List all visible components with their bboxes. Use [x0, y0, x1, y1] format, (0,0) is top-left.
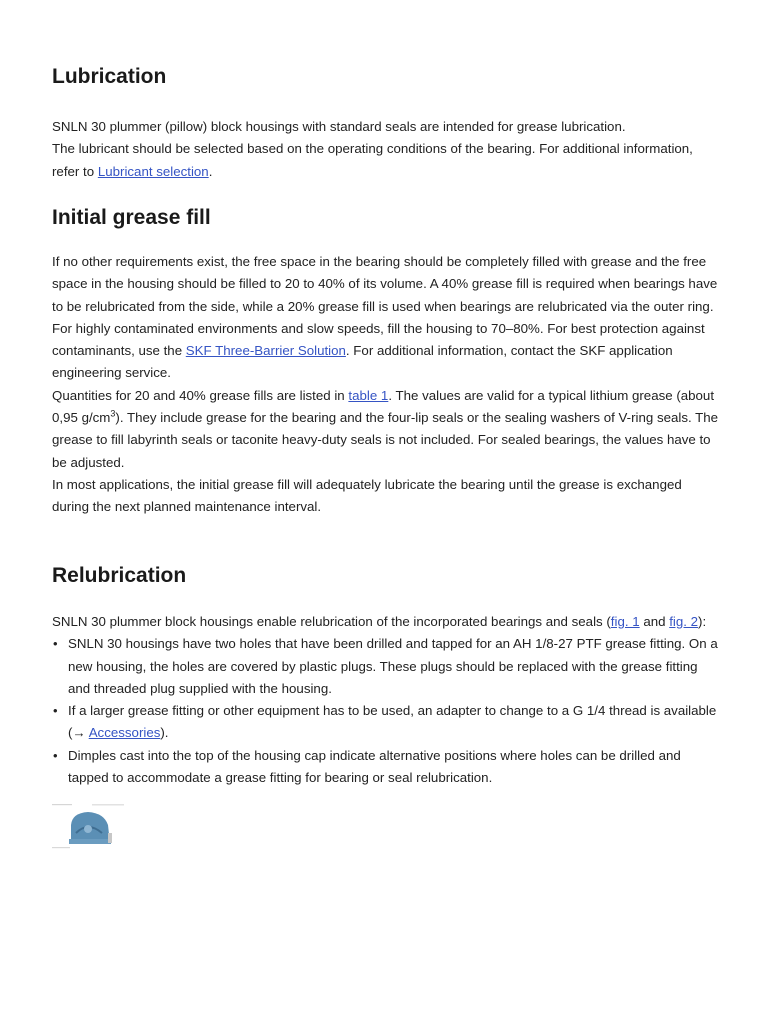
- initial-fill-p2: [52, 318, 722, 385]
- bullet2-end: ).: [160, 725, 169, 741]
- relubrication-intro-and: and: [639, 614, 670, 629]
- figure-thumbnail[interactable]: [52, 803, 124, 849]
- list-item: • Dimples cast into the top of the housing cap indicate alternative positions where holes can be drilled and tapped to accommodate a grease fitting for bearing or seal relubrication.: [52, 745, 722, 790]
- heading-lubrication: Lubrication: [52, 65, 167, 88]
- list-item: [52, 700, 722, 745]
- lubrication-line1: SNLN 30 plummer (pillow) block housings with standard seals are intended for grease lubrication.: [52, 119, 626, 134]
- initial-fill-p1: If no other requirements exist, the free space in the bearing should be completely filled with grease and the free space in the housing should be filled to 20 to 40% of its volume. A 40% grease fill is required when bearings have to be relubricated from the side, while a 20% grease fill is used when bearings are relubricated via the outer ring.: [52, 254, 718, 314]
- relubrication-list: [52, 633, 722, 789]
- heading-initial-grease-fill: Initial grease fill: [52, 206, 211, 229]
- list-item: • SNLN 30 housings have two holes that have been drilled and tapped for an AH 1/8-27 PTF grease fitting. On a new housing, the holes are covered by plastic plugs. These plugs should be replaced with the grease fitting and threaded plug supplied with the housing.: [52, 633, 722, 700]
- table-1-link[interactable]: table 1: [348, 387, 389, 403]
- lubrication-line2-end: .: [208, 163, 213, 179]
- bullet2-text: If a larger grease fitting or other equipment has to be used, an adapter to change to a G 1/4 thread is available (→: [68, 703, 717, 741]
- initial-fill-p3-end: ). They include grease for the bearing and the four-lip seals or the sealing washers of V-ring seals. The grease to fill labyrinth seals or taconite heavy-duty seals is not included. For sealed bearings, the values have to be adjusted.: [52, 410, 719, 470]
- cubic-superscript: 3: [110, 408, 116, 419]
- lubrication-text: [52, 116, 722, 183]
- relubrication-intro: [52, 611, 722, 633]
- initial-fill-p2-text: For highly contaminated environments and slow speeds, fill the housing to 70–80%. For best protection against contaminants, use the: [52, 320, 705, 359]
- fig-2-link[interactable]: fig. 2: [669, 614, 699, 629]
- initial-fill-p3-mid: . The values are valid for a typical lithium grease (about 0,95 g/cm: [52, 387, 715, 426]
- heading-relubrication: Relubrication: [52, 564, 187, 587]
- initial-fill-p4: In most applications, the initial grease fill will adequately lubricate the bearing until the grease is exchanged during the next planned maintenance interval.: [52, 476, 682, 515]
- initial-fill-p2-end: . For additional information, contact the SKF application engineering service.: [52, 343, 673, 381]
- initial-fill-text: [52, 251, 722, 519]
- fig-1-link[interactable]: fig. 1: [610, 614, 640, 629]
- accessories-link[interactable]: Accessories: [88, 725, 161, 741]
- lubrication-line2: [52, 138, 722, 183]
- initial-fill-p3-text: Quantities for 20 and 40% grease fills are listed in: [52, 387, 349, 403]
- lubrication-line2-text: The lubricant should be selected based on the operating conditions of the bearing. For additional information, refer to: [52, 141, 693, 179]
- initial-fill-p3: [52, 385, 722, 474]
- relubrication-text: [52, 611, 722, 789]
- relubrication-intro-end: ):: [698, 614, 707, 629]
- three-barrier-link[interactable]: SKF Three-Barrier Solution: [185, 343, 346, 359]
- housing-thumbnail-icon: [52, 803, 124, 849]
- lubricant-selection-link[interactable]: Lubricant selection: [97, 163, 209, 179]
- relubrication-intro-text: SNLN 30 plummer block housings enable relubrication of the incorporated bearings and seals (: [52, 614, 611, 629]
